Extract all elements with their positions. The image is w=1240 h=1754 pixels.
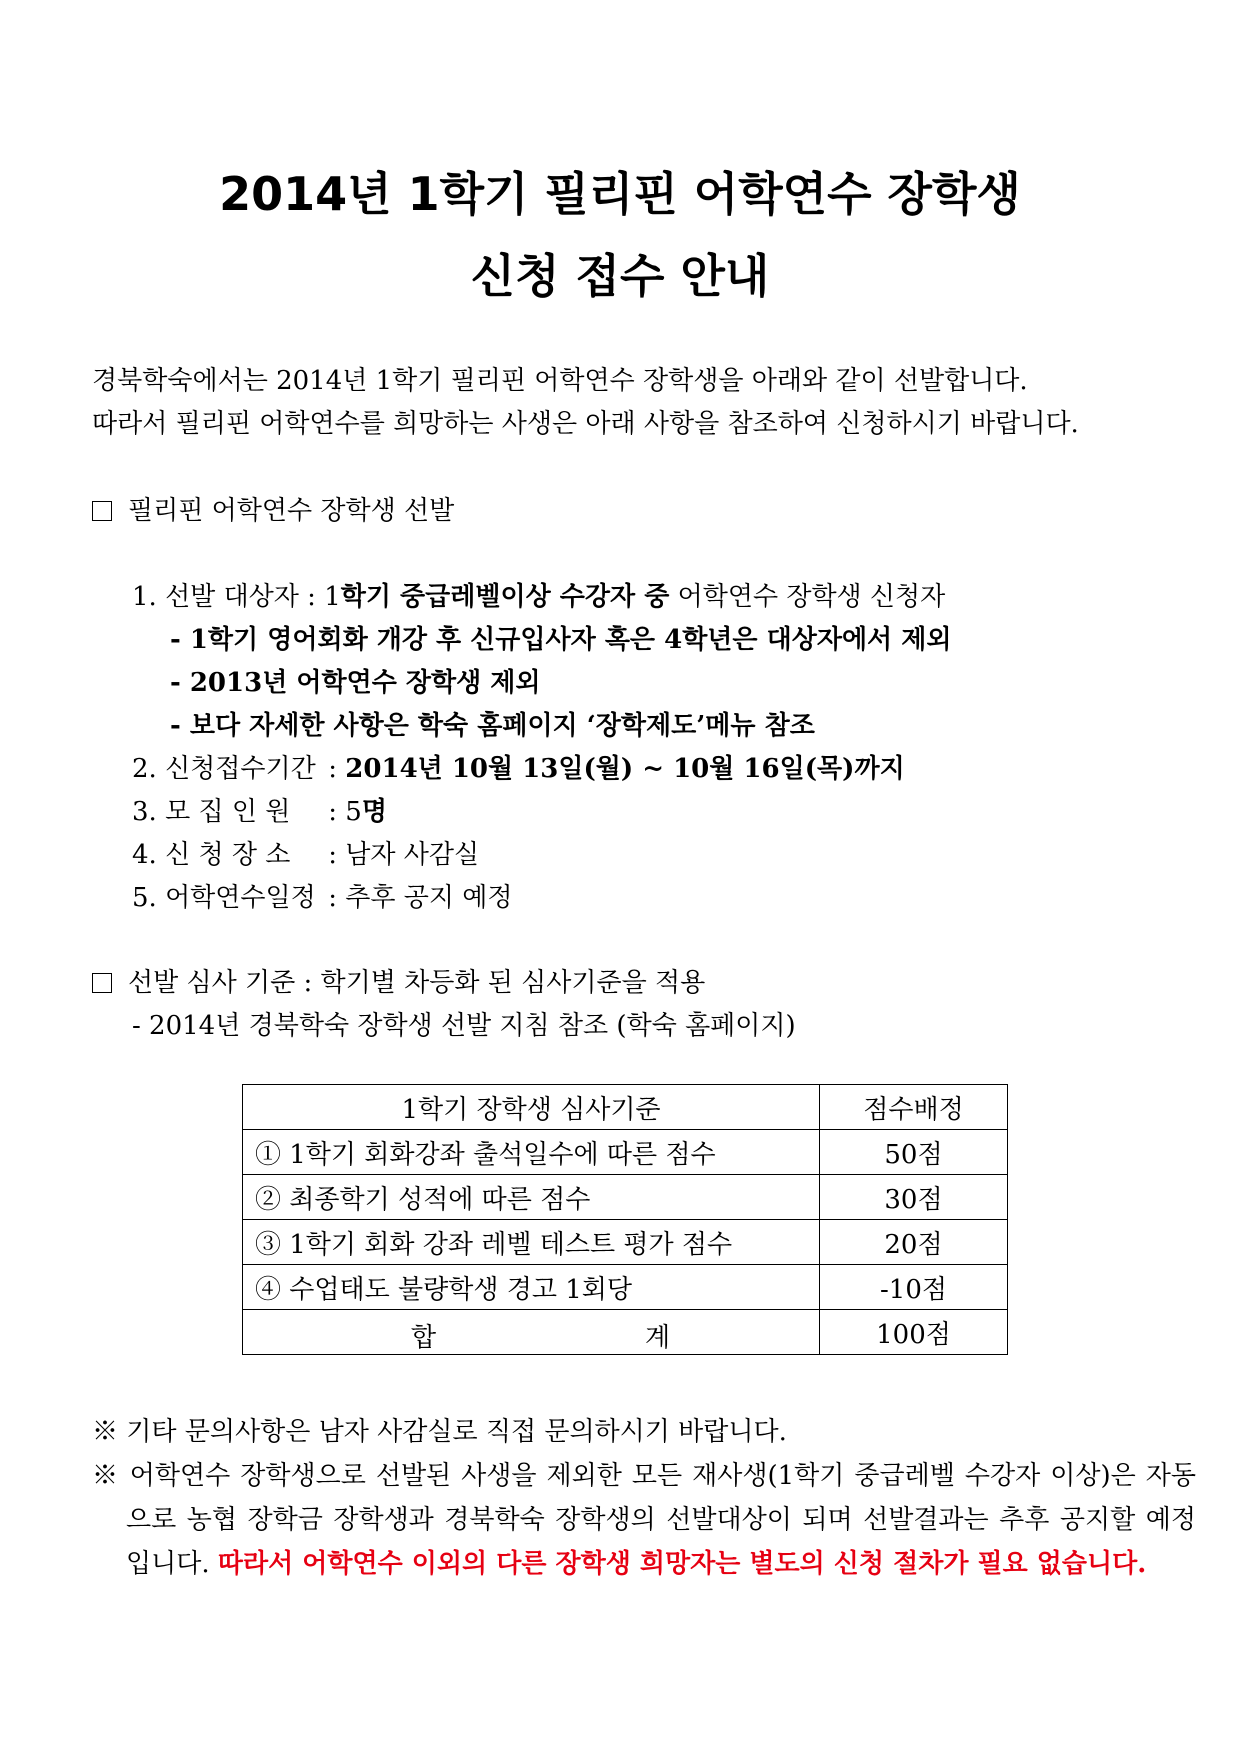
note-auto-selection [92,1454,1196,1586]
table-total-row [243,1310,1008,1355]
item1-sub1: - 1학기 영어회화 개강 후 신규입사자 혹은 4학년은 대상자에서 제외 [170,625,952,655]
item3-unit: 명 [361,797,387,827]
item3-number: 5 [345,797,362,827]
item2-application-period [132,752,905,786]
criteria-table [242,1084,1008,1355]
table-row [243,1265,1008,1310]
item4-value: 남자 사감실 [345,840,480,870]
item5-training-schedule [132,881,513,915]
item5-label: 5. 어학연수일정 [132,883,316,913]
item2-label: 2. 신청접수기간 [132,754,316,784]
item4-separator: : [320,840,346,870]
criterion-cell: ③ 1학기 회화 강좌 레벨 테스트 평가 점수 [243,1220,820,1265]
note-inquiry: ※ 기타 문의사항은 남자 사감실로 직접 문의하시기 바랍니다. [92,1417,787,1447]
item1-sub3: - 보다 자세한 사항은 학숙 홈페이지 ‘장학제도’메뉴 참조 [170,711,815,741]
total-score-cell: 100점 [820,1310,1008,1355]
item4-application-place [132,838,479,872]
criterion-cell: ④ 수업태도 불량학생 경고 1회당 [243,1265,820,1310]
table-header-score: 점수배정 [820,1085,1008,1130]
intro-line1: 경북학숙에서는 2014년 1학기 필리핀 어학연수 장학생을 아래와 같이 선발합니다. [92,366,1028,396]
note2-red-emphasis: 따라서 어학연수 이외의 다른 장학생 희망자는 별도의 신청 절차가 필요 없습니다. [217,1549,1147,1579]
item1-number: 1 [324,582,341,612]
notice-title-line1: 2014년 1학기 필리핀 어학연수 장학생 [219,167,1021,221]
score-cell: 20점 [820,1220,1008,1265]
item1-sub2: - 2013년 어학연수 장학생 제외 [170,668,541,698]
table-row [243,1175,1008,1220]
criterion-cell: ② 최종학기 성적에 따른 점수 [243,1175,820,1220]
item4-label: 4. 신 청 장 소 [132,840,291,870]
total-label-left: 합 [411,1323,437,1353]
table-row [243,1130,1008,1175]
item2-separator: : [320,754,346,784]
item5-separator: : [320,883,346,913]
score-cell: -10점 [820,1265,1008,1310]
item3-separator: : [320,797,346,827]
table-header-criterion: 1학기 장학생 심사기준 [243,1085,820,1130]
criterion-cell: ① 1학기 회화강좌 출석일수에 따른 점수 [243,1130,820,1175]
item1-bold-text: 학기 중급레벨이상 수강자 중 [340,582,670,612]
checkbox-square-icon [92,501,112,521]
score-cell: 30점 [820,1175,1008,1220]
item1-selection-target [132,580,945,614]
table-row [243,1220,1008,1265]
item1-label: 1. 선발 대상자 : [132,582,325,612]
total-label-cell [243,1310,820,1355]
table-header-row [243,1085,1008,1130]
section2-heading [92,966,705,1000]
notice-title-line2: 신청 접수 안내 [470,249,770,303]
score-cell: 50점 [820,1130,1008,1175]
intro-line2: 따라서 필리핀 어학연수를 희망하는 사생은 아래 사항을 참조하여 신청하시기 바랍니다. [92,409,1079,439]
section1-heading [92,494,454,528]
section2-heading-text: 선발 심사 기준 : 학기별 차등화 된 심사기준을 적용 [128,968,706,998]
checkbox-square-icon [92,973,112,993]
item2-value: 2014년 10월 13일(월) ~ 10월 16일(목)까지 [345,754,905,784]
section2-sub: - 2014년 경북학숙 장학생 선발 지침 참조 (학숙 홈페이지) [132,1011,796,1041]
item5-value: 추후 공지 예정 [345,883,513,913]
item1-tail-text: 어학연수 장학생 신청자 [669,582,946,612]
item3-recruit-count [132,795,387,829]
note2-plain-text: ※ 어학연수 장학생으로 선발된 사생을 제외한 모든 재사생(1학기 중급레벨 수강자 이상)은 자동으로 농협 장학금 장학생과 경북학숙 장학생의 선발대상이 되며 선발결과는 추후 공지할 예정입니다. [92,1461,1196,1579]
total-label-right: 계 [645,1323,671,1353]
section1-heading-text: 필리핀 어학연수 장학생 선발 [128,496,455,526]
item3-label: 3. 모 집 인 원 [132,797,291,827]
